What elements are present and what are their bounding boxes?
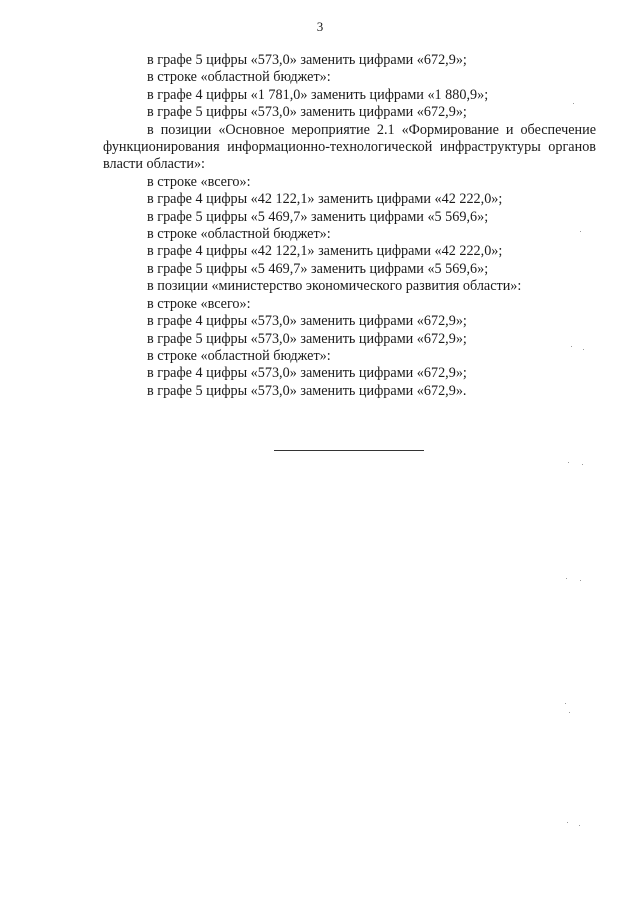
amendment-paragraph: в позиции «Основное мероприятие 2.1 «Формирование и обеспечение функционирования информационно-технологической инфраструктуры органов власти области»: xyxy=(103,121,596,173)
scan-speck xyxy=(580,580,581,581)
scan-speck xyxy=(569,712,570,713)
document-body xyxy=(103,52,596,400)
amendment-line: в графе 5 цифры «5 469,7» заменить цифрами «5 569,6»; xyxy=(147,260,489,277)
scan-speck xyxy=(579,825,580,826)
amendment-line: в графе 5 цифры «573,0» заменить цифрами «672,9»; xyxy=(147,330,467,347)
scan-speck xyxy=(566,578,567,579)
scan-speck xyxy=(567,822,568,823)
page-number: 3 xyxy=(316,19,324,34)
amendment-line: в графе 4 цифры «42 122,1» заменить цифрами «42 222,0»; xyxy=(147,243,503,260)
amendment-line: в графе 4 цифры «573,0» заменить цифрами «672,9»; xyxy=(147,365,467,382)
closing-divider-line xyxy=(274,450,424,451)
amendment-line: в строке «всего»: xyxy=(147,173,251,190)
amendment-line: в графе 4 цифры «42 122,1» заменить цифрами «42 222,0»; xyxy=(147,191,503,208)
amendment-line: в графе 5 цифры «573,0» заменить цифрами «672,9». xyxy=(147,382,467,399)
scan-speck xyxy=(565,703,566,704)
scan-speck xyxy=(568,462,569,463)
amendment-line: в графе 5 цифры «573,0» заменить цифрами «672,9»; xyxy=(147,104,467,121)
amendment-line: в строке «областной бюджет»: xyxy=(147,347,331,364)
scan-speck xyxy=(573,103,574,104)
scan-speck xyxy=(582,464,583,465)
amendment-line: в графе 5 цифры «5 469,7» заменить цифрами «5 569,6»; xyxy=(147,208,489,225)
scan-speck xyxy=(583,349,584,350)
scan-speck xyxy=(580,231,581,232)
amendment-line: в строке «областной бюджет»: xyxy=(147,69,331,86)
scan-speck xyxy=(571,346,572,347)
amendment-line: в графе 4 цифры «1 781,0» заменить цифрами «1 880,9»; xyxy=(147,86,489,103)
amendment-line: в графе 4 цифры «573,0» заменить цифрами «672,9»; xyxy=(147,313,467,330)
amendment-line: в графе 5 цифры «573,0» заменить цифрами «672,9»; xyxy=(147,52,467,68)
amendment-line: в строке «всего»: xyxy=(147,295,251,312)
amendment-line: в строке «областной бюджет»: xyxy=(147,226,331,243)
amendment-line: в позиции «министерство экономического развития области»: xyxy=(147,278,522,295)
